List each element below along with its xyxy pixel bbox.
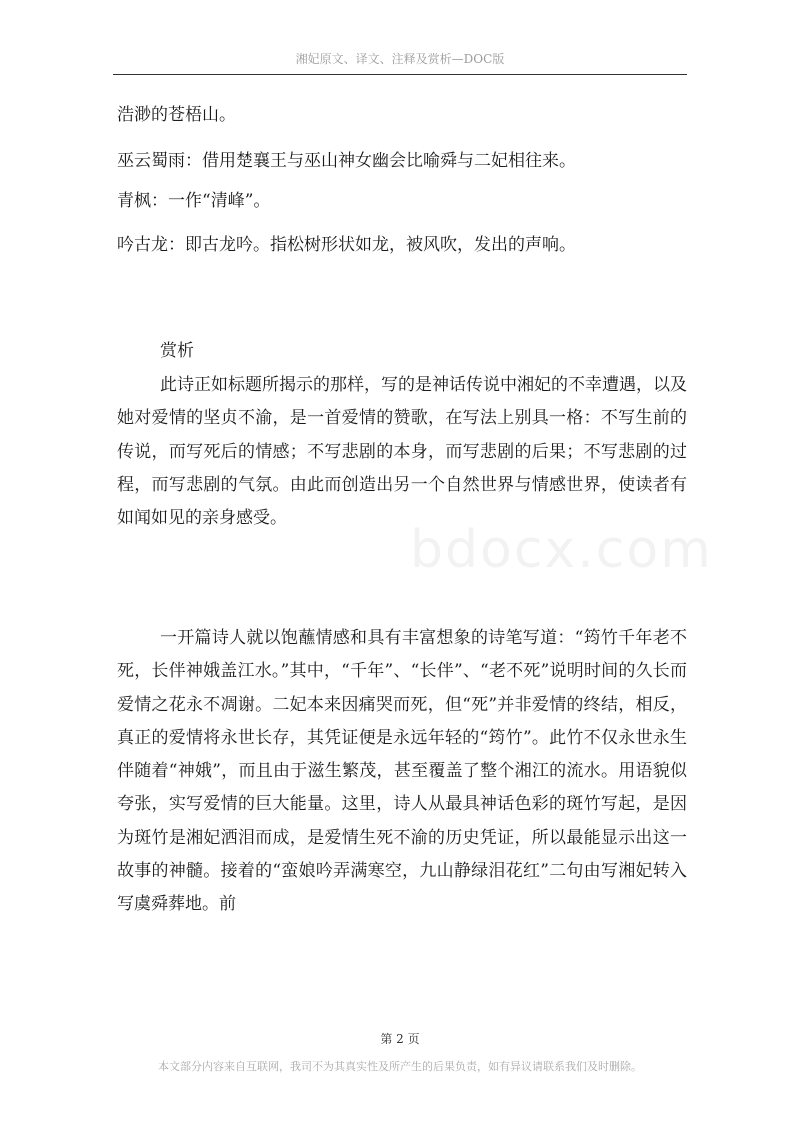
annotation-line: 吟古龙：即古龙吟。指松树形状如龙，被风吹，发出的声响。 [117, 235, 576, 255]
annotation-line: 巫云蜀雨：借用楚襄王与巫山神女幽会比喻舜与二妃相往来。 [117, 151, 576, 171]
footer-disclaimer: 本文部分内容来自互联网，我司不为其真实性及所产生的后果负责，如有异议请联系我们及时删除。 [158, 1060, 642, 1073]
analysis-paragraph: 一开篇诗人就以饱蘸情感和具有丰富想象的诗笔写道：“筠竹千年老不死，长伴神娥盖江水。”其中，“千年”、“长伴”、“老不死”说明时间的久长而爱情之花永不凋谢。二妃本来因痛哭而死，但“死”并非爱情的终结，相反，真正的爱情将永世长存，其凭证便是永远年轻的“筠竹”。此竹不仅永世永生伴随着“神娥”，而且由于滋生繁茂，甚至覆盖了整个湘江的流水。用语貌似夸张，实写爱情的巨大能量。这里，诗人从最具神话色彩的斑竹写起，是因为斑竹是湘妃洒泪而成，是爱情生死不渝的历史凭证，所以最能显示出这一故事的神髓。接着的“蛮娘吟弄满寒空，九山静绿泪花红”二句由写湘妃转入写虞舜葬地。前 [117, 628, 687, 915]
annotation-line: 青枫：一作“清峰”。 [117, 191, 271, 211]
page-number: 第 2 页 [380, 1032, 420, 1046]
section-heading: 赏析 [160, 341, 194, 361]
watermark: bdocx.com [410, 520, 713, 580]
document-header: 湘妃原文、译文、注释及赏析—DOC版 [295, 52, 505, 66]
analysis-paragraph: 此诗正如标题所揭示的那样，写的是神话传说中湘妃的不幸遭遇，以及她对爱情的坚贞不渝，是一首爱情的赞歌，在写法上别具一格：不写生前的传说，而写死后的情感；不写悲剧的本身，而写悲剧的后果；不写悲剧的过程，而写悲剧的气氛。由此而创造出另一个自然世界与情感世界，使读者有如闻如见的亲身感受。 [117, 375, 687, 529]
header-divider [113, 74, 687, 75]
annotation-line: 浩渺的苍梧山。 [117, 105, 236, 125]
